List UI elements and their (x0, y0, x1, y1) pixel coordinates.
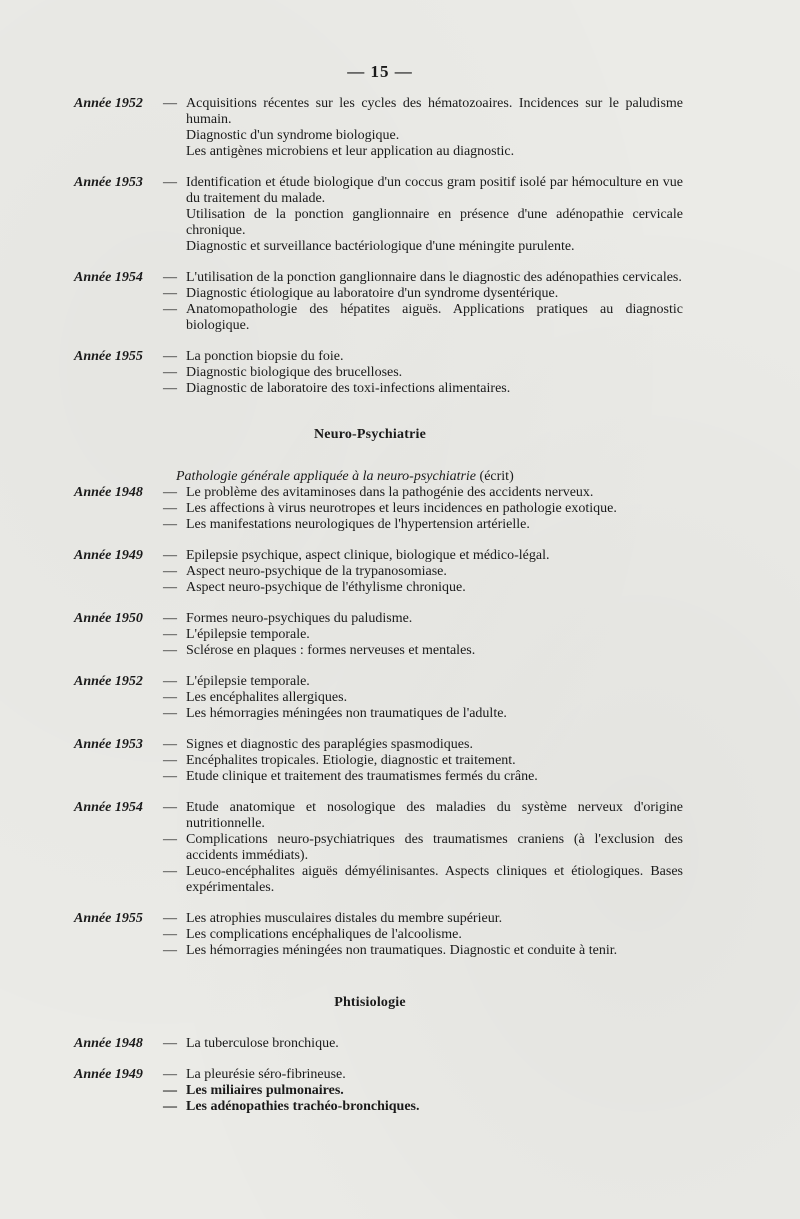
dash-marker: — (163, 517, 177, 532)
item-text: Les hémorragies méningées non traumatiques. Diagnostic et conduite à tenir. (186, 943, 618, 958)
dash-marker: — (163, 643, 177, 658)
list-item (163, 501, 683, 517)
section-title: Neuro-Psychiatrie (313, 427, 426, 442)
list-item (163, 927, 683, 943)
page-number: — 15 — (347, 62, 413, 81)
year-items (163, 737, 683, 785)
dash-marker: — (163, 864, 177, 879)
dash-marker: — (163, 1099, 177, 1114)
item-text: Encéphalites tropicales. Etiologie, diagnostic et traitement. (186, 753, 516, 768)
item-text: Anatomopathologie des hépatites aiguës. Applications pratiques au diagnostic biologique. (186, 302, 683, 333)
year-items (163, 485, 683, 533)
list-item (163, 769, 683, 785)
year-block (0, 911, 800, 959)
list-item (163, 302, 683, 334)
item-text: Etude clinique et traitement des traumatismes fermés du crâne. (186, 769, 538, 784)
item-text: Epilepsie psychique, aspect clinique, biologique et médico-légal. (186, 548, 550, 563)
year-items (163, 270, 683, 334)
list-item (163, 1099, 683, 1115)
year-label: Année 1952 (74, 96, 143, 111)
item-text: Les atrophies musculaires distales du membre supérieur. (186, 911, 503, 926)
list-item (163, 832, 683, 864)
dash-marker: — (163, 302, 177, 317)
dash-marker: — (163, 800, 177, 815)
year-label: Année 1955 (74, 911, 143, 926)
dash-marker: — (163, 548, 177, 563)
year-label: Année 1954 (74, 800, 143, 815)
year-block (0, 485, 800, 533)
year-label: Année 1949 (74, 548, 143, 563)
item-text: L'épilepsie temporale. (186, 674, 310, 689)
year-block (0, 1036, 800, 1052)
item-text: Formes neuro-psychiques du paludisme. (186, 611, 413, 626)
item-text: Le problème des avitaminoses dans la pathogénie des accidents nerveux. (186, 485, 594, 500)
year-label: Année 1952 (74, 674, 143, 689)
year-label: Année 1953 (74, 737, 143, 752)
list-item (163, 207, 683, 239)
year-items (163, 1067, 683, 1115)
list-item (163, 548, 683, 564)
dash-marker: — (163, 96, 177, 111)
item-text: Utilisation de la ponction ganglionnaire en présence d'une adénopathie cervicale chronique. (186, 207, 683, 238)
year-items (163, 611, 683, 659)
year-block (0, 548, 800, 596)
year-label: Année 1950 (74, 611, 143, 626)
item-text: Identification et étude biologique d'un coccus gram positif isolé par hémoculture en vue du traitement du malade. (186, 175, 683, 206)
item-text: Leuco-encéphalites aiguës démyélinisantes. Aspects cliniques et étiologiques. Bases expérimentales. (186, 864, 683, 895)
year-block (0, 1067, 800, 1115)
item-text: La ponction biopsie du foie. (186, 349, 344, 364)
section (0, 427, 800, 959)
list-item (163, 611, 683, 627)
dash-marker: — (163, 175, 177, 190)
dash-marker: — (163, 381, 177, 396)
item-text: La tuberculose bronchique. (186, 1036, 339, 1051)
dash-marker: — (163, 927, 177, 942)
dash-marker: — (163, 832, 177, 847)
item-text: Les affections à virus neurotropes et leurs incidences en pathologie exotique. (186, 501, 617, 516)
list-item (163, 627, 683, 643)
year-label: Année 1948 (74, 1036, 143, 1051)
dash-marker: — (163, 737, 177, 752)
dash-marker: — (163, 690, 177, 705)
item-text: Diagnostic biologique des brucelloses. (186, 365, 403, 380)
year-block (0, 96, 800, 160)
subtitle-suffix: (écrit) (479, 469, 514, 484)
item-text: Diagnostic de laboratoire des toxi-infections alimentaires. (186, 381, 511, 396)
section (0, 96, 800, 397)
dash-marker: — (163, 270, 177, 285)
item-text: Les hémorragies méningées non traumatiques de l'adulte. (186, 706, 507, 721)
list-item (163, 365, 683, 381)
list-item (163, 485, 683, 501)
dash-marker: — (163, 1067, 177, 1082)
dash-marker: — (163, 769, 177, 784)
list-item (163, 381, 683, 397)
list-item (163, 1036, 683, 1052)
year-label: Année 1954 (74, 270, 143, 285)
dash-marker: — (163, 349, 177, 364)
item-text: Les encéphalites allergiques. (186, 690, 348, 705)
list-item (163, 128, 683, 144)
item-text: Sclérose en plaques : formes nerveuses et mentales. (186, 643, 476, 658)
list-item (163, 753, 683, 769)
year-block (0, 175, 800, 255)
item-text: Les manifestations neurologiques de l'hypertension artérielle. (186, 517, 530, 532)
year-items (163, 175, 683, 255)
subtitle-text: Pathologie générale appliquée à la neuro-psychiatrie (176, 469, 477, 484)
list-item (163, 286, 683, 302)
section-title: Phtisiologie (334, 995, 406, 1010)
year-items (163, 548, 683, 596)
year-items (163, 911, 683, 959)
list-item (163, 517, 683, 533)
dash-marker: — (163, 580, 177, 595)
dash-marker: — (163, 627, 177, 642)
year-block (0, 674, 800, 722)
year-label: Année 1953 (74, 175, 143, 190)
item-text: Acquisitions récentes sur les cycles des hématozoaires. Incidences sur le paludisme humain. (186, 96, 683, 127)
year-block (0, 349, 800, 397)
dash-marker: — (163, 1083, 177, 1098)
list-item (163, 1083, 683, 1099)
item-text: Diagnostic et surveillance bactériologique d'une méningite purulente. (186, 239, 575, 254)
item-text: Les miliaires pulmonaires. (186, 1083, 344, 1098)
list-item (163, 580, 683, 596)
list-item (163, 674, 683, 690)
item-text: L'utilisation de la ponction ganglionnaire dans le diagnostic des adénopathies cervicales. (186, 270, 682, 285)
item-text: Les adénopathies trachéo-bronchiques. (186, 1099, 420, 1114)
list-item (163, 239, 683, 255)
dash-marker: — (163, 365, 177, 380)
dash-marker: — (163, 674, 177, 689)
list-item (163, 643, 683, 659)
item-text: Les complications encéphaliques de l'alcoolisme. (186, 927, 462, 942)
list-item (163, 911, 683, 927)
year-label: Année 1949 (74, 1067, 143, 1082)
list-item (163, 800, 683, 832)
year-items (163, 96, 683, 160)
item-text: Aspect neuro-psychique de la trypanosomiase. (186, 564, 447, 579)
year-block (0, 737, 800, 785)
item-text: Diagnostic étiologique au laboratoire d'un syndrome dysentérique. (186, 286, 559, 301)
dash-marker: — (163, 706, 177, 721)
section (0, 995, 800, 1115)
list-item (163, 144, 683, 160)
list-item (163, 1067, 683, 1083)
year-block (0, 270, 800, 334)
year-items (163, 349, 683, 397)
list-item (163, 270, 683, 286)
item-text: Les antigènes microbiens et leur application au diagnostic. (186, 144, 515, 159)
item-text: Signes et diagnostic des paraplégies spasmodiques. (186, 737, 473, 752)
item-text: L'épilepsie temporale. (186, 627, 310, 642)
dash-marker: — (163, 1036, 177, 1051)
year-items (163, 1036, 683, 1052)
dash-marker: — (163, 501, 177, 516)
year-block (0, 611, 800, 659)
dash-marker: — (163, 911, 177, 926)
year-block (0, 800, 800, 896)
list-item (163, 690, 683, 706)
dash-marker: — (163, 943, 177, 958)
list-item (163, 349, 683, 365)
section-subtitle (176, 469, 800, 485)
list-item (163, 564, 683, 580)
list-item (163, 864, 683, 896)
item-text: Complications neuro-psychiatriques des traumatismes craniens (à l'exclusion des accidents immédiats). (186, 832, 683, 863)
year-items (163, 674, 683, 722)
dash-marker: — (163, 564, 177, 579)
list-item (163, 175, 683, 207)
dash-marker: — (163, 485, 177, 500)
item-text: La pleurésie séro-fibrineuse. (186, 1067, 346, 1082)
dash-marker: — (163, 611, 177, 626)
year-items (163, 800, 683, 896)
item-text: Diagnostic d'un syndrome biologique. (186, 128, 400, 143)
page-content (0, 96, 800, 1130)
item-text: Aspect neuro-psychique de l'éthylisme chronique. (186, 580, 466, 595)
list-item (163, 943, 683, 959)
year-label: Année 1948 (74, 485, 143, 500)
year-label: Année 1955 (74, 349, 143, 364)
list-item (163, 96, 683, 128)
list-item (163, 737, 683, 753)
dash-marker: — (163, 286, 177, 301)
dash-marker: — (163, 753, 177, 768)
list-item (163, 706, 683, 722)
item-text: Etude anatomique et nosologique des maladies du système nerveux d'origine nutritionnelle. (186, 800, 683, 831)
